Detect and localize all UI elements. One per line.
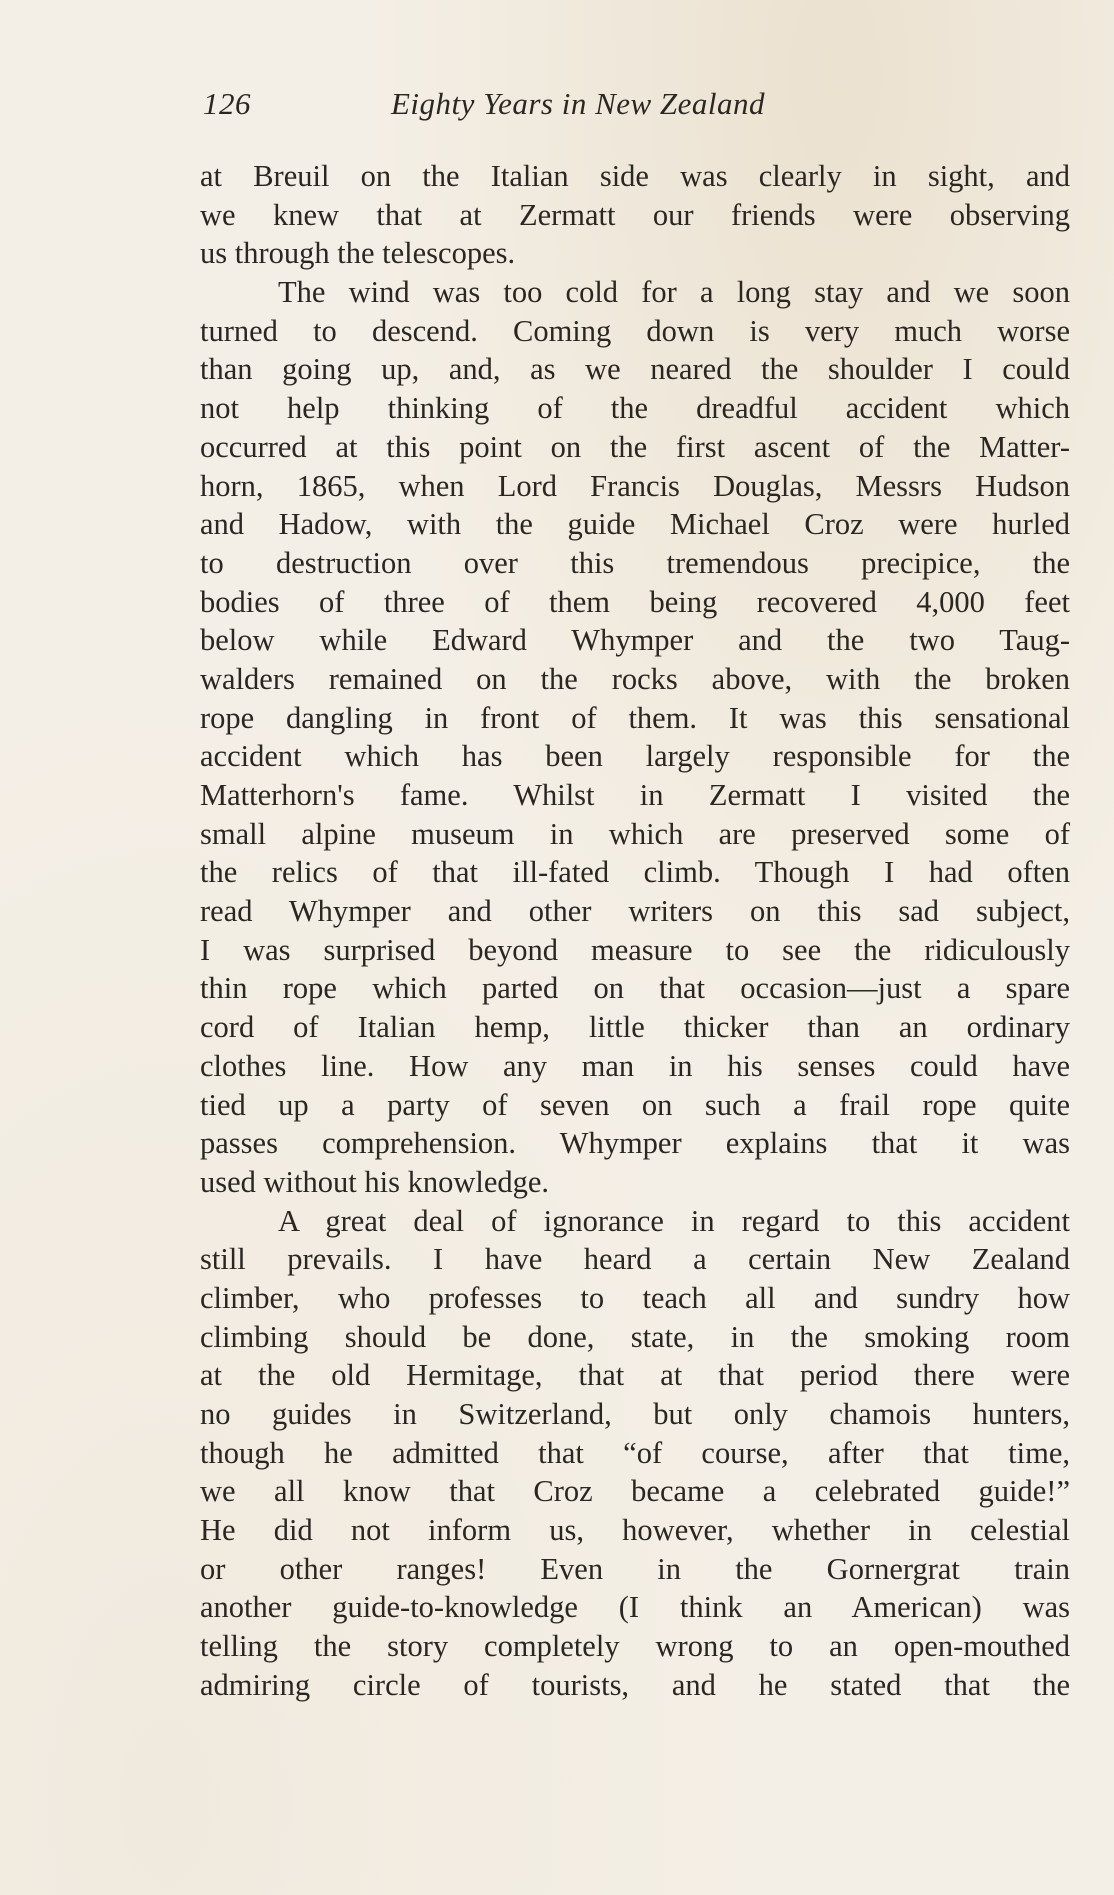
text-line: we knew that at Zermatt our friends were observing (200, 197, 1070, 232)
text-line: clothes line. How any man in his senses could have (200, 1048, 1070, 1083)
text-line: no guides in Switzerland, but only chamois hunters, (200, 1397, 1070, 1431)
text-line: below while Edward Whymper and the two Taug- (200, 623, 1070, 658)
text-line: passes comprehension. Whymper explains that it was (200, 1126, 1070, 1161)
text-line: at Breuil on the Italian side was clearly in sight, and (200, 159, 1070, 193)
text-line: A great deal of ignorance in regard to this accident (278, 1203, 1070, 1238)
text-line: us through the telescopes. (200, 236, 516, 271)
text-line: or other ranges! Even in the Gornergrat train (200, 1551, 1070, 1586)
text-line: read Whymper and other writers on this sad subject, (200, 894, 1070, 929)
text-line: not help thinking of the dreadful accident which (200, 391, 1070, 426)
running-header (203, 86, 1083, 122)
text-line: occurred at this point on the first ascent of the Matter- (200, 429, 1070, 464)
text-line: admiring circle of tourists, and he stated that the (200, 1667, 1070, 1702)
text-line: bodies of three of them being recovered 4,000 feet (200, 584, 1070, 619)
text-line: The wind was too cold for a long stay and we soon (278, 275, 1070, 310)
text-line: cord of Italian hemp, little thicker than an ordinary (200, 1010, 1070, 1045)
text-line: at the old Hermitage, that at that period there were (200, 1358, 1070, 1393)
body-text (200, 157, 1070, 1705)
running-title: Eighty Years in New Zealand (391, 86, 766, 121)
text-line: horn, 1865, when Lord Francis Douglas, Messrs Hudson (200, 468, 1070, 503)
text-line: He did not inform us, however, whether in celestial (200, 1513, 1070, 1548)
text-line: Matterhorn's fame. Whilst in Zermatt I visited the (200, 778, 1070, 812)
text-line: turned to descend. Coming down is very much worse (200, 313, 1070, 348)
page-number: 126 (203, 86, 251, 121)
text-line: climbing should be done, state, in the smoking room (200, 1319, 1070, 1354)
text-line: used without his knowledge. (200, 1164, 550, 1199)
text-line: we all know that Croz became a celebrated guide!” (200, 1474, 1070, 1509)
text-line: accident which has been largely responsible for the (200, 739, 1070, 774)
text-line: telling the story completely wrong to an open-mouthed (200, 1629, 1070, 1664)
text-line: I was surprised beyond measure to see the ridiculously (200, 932, 1070, 967)
text-line: tied up a party of seven on such a frail rope quite (200, 1087, 1070, 1122)
text-line: rope dangling in front of them. It was this sensational (200, 700, 1070, 735)
text-line: to destruction over this tremendous precipice, the (200, 545, 1070, 580)
text-line: small alpine museum in which are preserved some of (200, 816, 1070, 851)
text-line: another guide-to-knowledge (I think an American) was (200, 1590, 1070, 1625)
text-line: still prevails. I have heard a certain New Zealand (200, 1242, 1070, 1277)
text-line: and Hadow, with the guide Michael Croz were hurled (200, 507, 1070, 542)
text-line: the relics of that ill-fated climb. Though I had often (200, 855, 1070, 890)
text-line: than going up, and, as we neared the shoulder I could (200, 352, 1070, 387)
text-line: walders remained on the rocks above, with the broken (200, 661, 1070, 696)
text-line: thin rope which parted on that occasion—just a spare (200, 971, 1070, 1006)
text-line: climber, who professes to teach all and sundry how (200, 1280, 1070, 1315)
text-line: though he admitted that “of course, after that time, (200, 1435, 1070, 1470)
